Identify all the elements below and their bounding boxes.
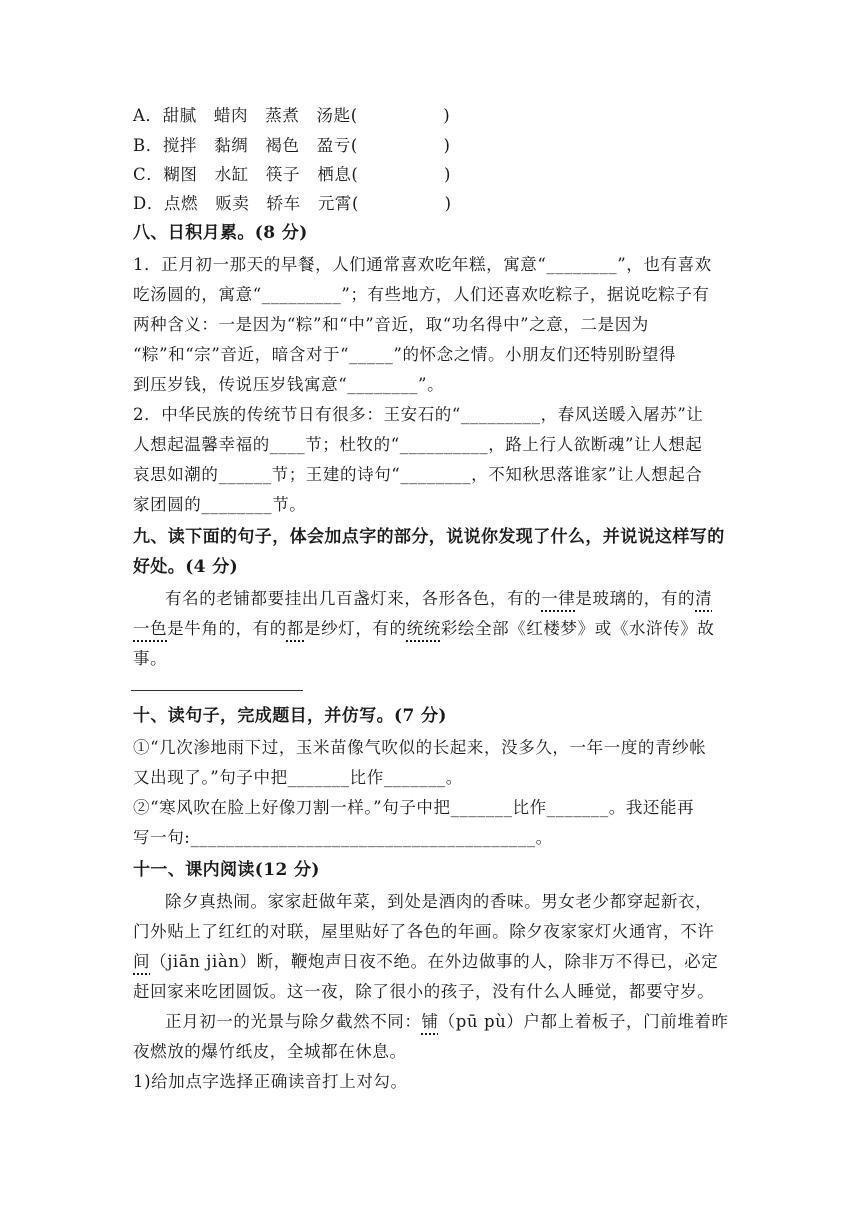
answer-line xyxy=(131,690,303,691)
section-9-passage-line: 有名的老铺都要挂出几百盏灯来，各形各色，有的一律是玻璃的，有的清 xyxy=(165,589,713,608)
section-8-line: 两种含义：一是因为“粽”和“中”音近，取“功名得中”之意，二是因为 xyxy=(133,315,649,334)
reading-line: 正月初一的光景与除夕截然不同：铺（pū pù）户都上着板子，门前堆着昨 xyxy=(165,1012,729,1031)
reading-line: 除夕真热闹。家家赶做年菜，到处是酒肉的香味。男女老少都穿起新衣， xyxy=(165,892,713,911)
section-8-line: 1．正月初一那天的早餐，人们通常喜欢吃年糕，寓意“________”，也有喜欢 xyxy=(133,255,712,274)
option-d: D．点燃 贩卖 轿车 元霄( ) xyxy=(133,194,452,213)
section-10-line: ①“几次渗地雨下过，玉米苗像气吹似的长起来，没多久，一年一度的青纱帐 xyxy=(133,738,707,757)
section-11-heading: 十一、课内阅读(12 分) xyxy=(133,860,320,880)
option-a: A．甜腻 蜡肉 蒸煮 汤匙( ) xyxy=(133,106,451,125)
section-9-passage-line: 事。 xyxy=(133,649,168,668)
section-10-heading: 十、读句子，完成题目，并仿写。(7 分) xyxy=(133,706,447,726)
section-8-line: 吃汤圆的，寓意“_________”；有些地方，人们还喜欢吃粽子，据说吃粽子有 xyxy=(133,285,710,304)
section-8-line: 到压岁钱，传说压岁钱寓意“________”。 xyxy=(133,375,445,394)
section-9-passage-line: 一色是牛角的，有的都是纱灯，有的统统彩绘全部《红楼梦》或《水浒传》故 xyxy=(133,619,715,638)
section-8-line: 家团圆的________节。 xyxy=(133,495,307,514)
reading-line: 间（jiān jiàn）断，鞭炮声日夜不绝。在外边做事的人，除非万不得已，必定 xyxy=(133,952,719,971)
section-8-line: 哀思如潮的______节；王建的诗句“________，不知秋思落谁家”让人想起合 xyxy=(133,465,703,484)
dotted-word: 间 xyxy=(133,952,151,971)
section-10-line: 又出现了。”句子中把_______比作_______。 xyxy=(133,768,463,787)
section-9-heading: 九、读下面的句子，体会加点字的部分，说说你发现了什么，并说说这样写的 xyxy=(133,527,725,547)
dotted-word: 清 xyxy=(695,589,713,608)
section-10-line: ②“寒风吹在脸上好像刀割一样。”句子中把_______比作_______。我还能再 xyxy=(133,798,695,817)
section-8-line: “粽”和“宗”音近，暗含对于“_____”的怀念之情。小朋友们还特别盼望得 xyxy=(133,345,677,364)
section-8-heading: 八、日积月累。(8 分) xyxy=(133,223,308,243)
section-8-line: 2．中华民族的传统节日有很多：王安石的“_________，春风送暖入屠苏”让 xyxy=(133,405,704,424)
reading-line: 门外贴上了红红的对联，屋里贴好了各色的年画。除夕夜家家灯火通宵，不许 xyxy=(133,922,715,941)
reading-line: 赶回家来吃团圆饭。这一夜，除了很小的孩子，没有什么人睡觉，都要守岁。 xyxy=(133,982,715,1001)
section-8-line: 人想起温馨幸福的____节；杜牧的“__________，路上行人欲断魂”让人想起 xyxy=(133,435,703,454)
dotted-word: 统统 xyxy=(406,619,441,638)
reading-line: 夜燃放的爆竹纸皮，全城都在休息。 xyxy=(133,1042,407,1061)
section-9-heading-cont: 好处。(4 分) xyxy=(133,557,239,577)
dotted-word: 铺 xyxy=(421,1012,439,1031)
section-10-line: 写一句:_______________________________________。 xyxy=(133,828,553,847)
dotted-word: 都 xyxy=(286,619,305,638)
question-1: 1)给加点字选择正确读音打上对勾。 xyxy=(133,1072,408,1091)
dotted-word: 一律 xyxy=(541,589,576,608)
option-b: B．搅拌 黏绸 褐色 盈亏( ) xyxy=(133,136,451,155)
option-c: C．糊图 水缸 筷子 栖息( ) xyxy=(133,165,451,184)
dotted-word: 一色 xyxy=(133,619,168,638)
